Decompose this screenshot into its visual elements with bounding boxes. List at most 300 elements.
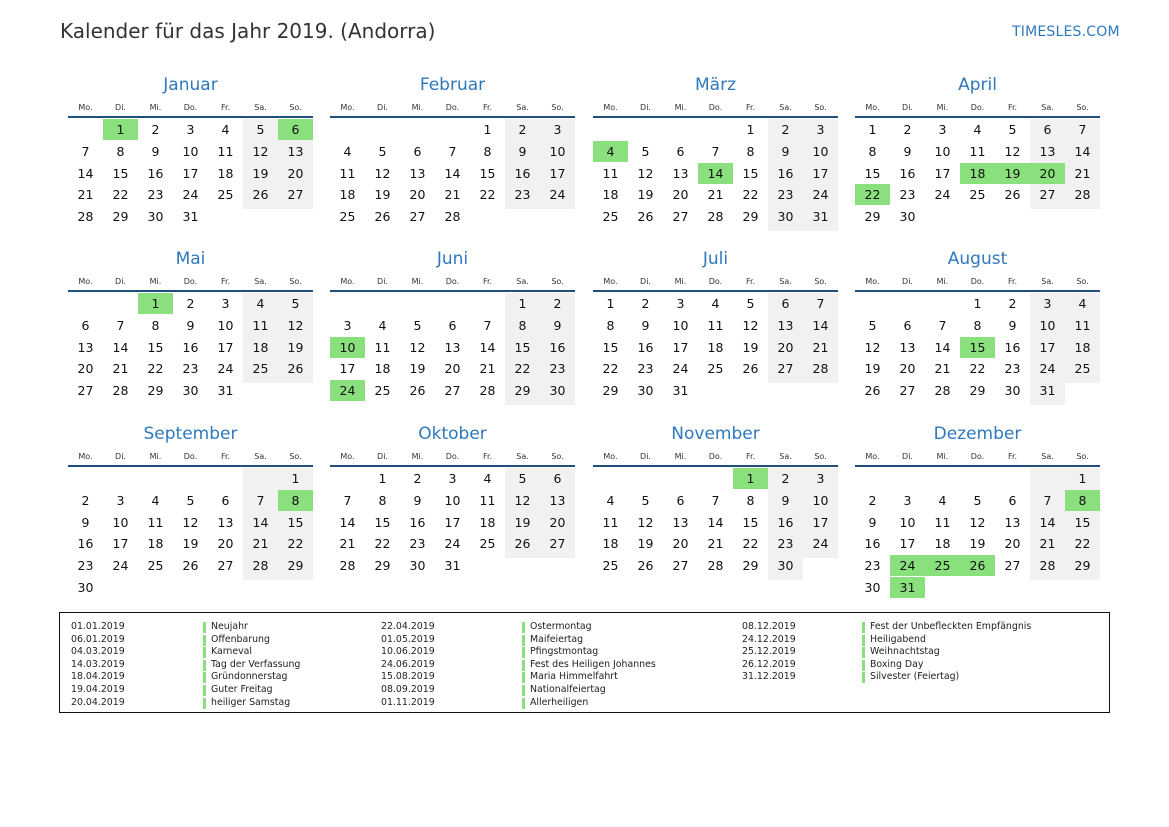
day-cell[interactable]: 4 (343, 143, 352, 159)
day-cell[interactable]: 29 (287, 558, 304, 574)
day-cell[interactable]: 31 (672, 383, 689, 399)
day-cell[interactable]: 23 (409, 536, 426, 552)
day-cell[interactable]: 13 (777, 317, 794, 333)
day-cell[interactable]: 20 (1004, 536, 1021, 552)
day-cell[interactable]: 29 (1074, 558, 1091, 574)
day-cell[interactable]: 18 (602, 187, 619, 203)
day-cell[interactable]: 19 (182, 536, 199, 552)
day-cell[interactable]: 14 (1074, 143, 1091, 159)
day-cell[interactable]: 23 (899, 187, 916, 203)
holiday-day-cell[interactable]: 25 (925, 555, 960, 576)
day-cell[interactable]: 6 (1008, 492, 1017, 508)
day-cell[interactable]: 17 (444, 514, 461, 530)
day-cell[interactable]: 16 (637, 339, 654, 355)
day-cell[interactable]: 15 (374, 514, 391, 530)
day-cell[interactable]: 20 (672, 536, 689, 552)
day-cell[interactable]: 3 (553, 122, 562, 137)
day-cell[interactable]: 2 (81, 492, 90, 508)
day-cell[interactable]: 7 (711, 143, 720, 159)
day-cell[interactable]: 18 (339, 187, 356, 203)
day-cell[interactable]: 21 (252, 536, 269, 552)
day-cell[interactable]: 28 (479, 383, 496, 399)
day-cell[interactable]: 25 (602, 209, 619, 225)
day-cell[interactable]: 29 (374, 558, 391, 574)
day-cell[interactable]: 20 (409, 187, 426, 203)
day-cell[interactable]: 3 (116, 492, 125, 508)
day-cell[interactable]: 11 (969, 143, 986, 159)
day-cell[interactable]: 1 (518, 296, 527, 311)
day-cell[interactable]: 15 (864, 165, 881, 181)
day-cell[interactable]: 22 (147, 361, 164, 377)
holiday-day-cell[interactable]: 24 (890, 555, 925, 576)
day-cell[interactable]: 11 (147, 514, 164, 530)
day-cell[interactable]: 13 (287, 143, 304, 159)
day-cell[interactable]: 16 (777, 165, 794, 181)
day-cell[interactable]: 25 (217, 187, 234, 203)
day-cell[interactable]: 23 (147, 187, 164, 203)
day-cell[interactable]: 21 (77, 187, 94, 203)
day-cell[interactable]: 6 (553, 471, 562, 486)
day-cell[interactable]: 5 (291, 296, 300, 311)
holiday-day-cell[interactable]: 1 (138, 293, 173, 314)
day-cell[interactable]: 23 (182, 361, 199, 377)
day-cell[interactable]: 15 (287, 514, 304, 530)
day-cell[interactable]: 23 (1004, 361, 1021, 377)
day-cell[interactable]: 5 (746, 296, 755, 311)
day-cell[interactable]: 6 (448, 317, 457, 333)
day-cell[interactable]: 3 (343, 317, 352, 333)
day-cell[interactable]: 18 (934, 536, 951, 552)
day-cell[interactable]: 12 (514, 492, 531, 508)
day-cell[interactable]: 18 (479, 514, 496, 530)
day-cell[interactable]: 26 (864, 383, 881, 399)
holiday-day-cell[interactable]: 26 (960, 555, 995, 576)
day-cell[interactable]: 28 (444, 209, 461, 225)
day-cell[interactable]: 2 (1008, 296, 1017, 311)
day-cell[interactable]: 20 (899, 361, 916, 377)
day-cell[interactable]: 22 (112, 187, 129, 203)
holiday-day-cell[interactable]: 15 (960, 337, 995, 358)
day-cell[interactable]: 26 (252, 187, 269, 203)
day-cell[interactable]: 31 (217, 383, 234, 399)
day-cell[interactable]: 27 (899, 383, 916, 399)
day-cell[interactable]: 14 (479, 339, 496, 355)
day-cell[interactable]: 21 (1074, 165, 1091, 181)
day-cell[interactable]: 19 (374, 187, 391, 203)
day-cell[interactable]: 25 (969, 187, 986, 203)
day-cell[interactable]: 19 (637, 187, 654, 203)
day-cell[interactable]: 15 (742, 165, 759, 181)
day-cell[interactable]: 12 (182, 514, 199, 530)
day-cell[interactable]: 12 (252, 143, 269, 159)
day-cell[interactable]: 9 (81, 514, 90, 530)
day-cell[interactable]: 29 (742, 209, 759, 225)
day-cell[interactable]: 26 (637, 209, 654, 225)
day-cell[interactable]: 19 (514, 514, 531, 530)
day-cell[interactable]: 12 (374, 165, 391, 181)
day-cell[interactable]: 9 (781, 143, 790, 159)
day-cell[interactable]: 24 (672, 361, 689, 377)
day-cell[interactable]: 13 (444, 339, 461, 355)
day-cell[interactable]: 13 (672, 165, 689, 181)
day-cell[interactable]: 14 (77, 165, 94, 181)
day-cell[interactable]: 28 (707, 558, 724, 574)
day-cell[interactable]: 2 (781, 471, 790, 486)
day-cell[interactable]: 14 (1039, 514, 1056, 530)
day-cell[interactable]: 2 (553, 296, 562, 311)
day-cell[interactable]: 26 (1004, 187, 1021, 203)
day-cell[interactable]: 9 (518, 143, 527, 159)
day-cell[interactable]: 14 (707, 514, 724, 530)
day-cell[interactable]: 22 (287, 536, 304, 552)
day-cell[interactable]: 31 (812, 209, 829, 225)
day-cell[interactable]: 27 (77, 383, 94, 399)
day-cell[interactable]: 14 (252, 514, 269, 530)
day-cell[interactable]: 24 (549, 187, 566, 203)
day-cell[interactable]: 27 (217, 558, 234, 574)
day-cell[interactable]: 18 (252, 339, 269, 355)
day-cell[interactable]: 4 (221, 122, 230, 137)
day-cell[interactable]: 28 (1039, 558, 1056, 574)
day-cell[interactable]: 2 (413, 471, 422, 486)
day-cell[interactable]: 5 (868, 317, 877, 333)
day-cell[interactable]: 30 (899, 209, 916, 225)
day-cell[interactable]: 15 (742, 514, 759, 530)
day-cell[interactable]: 2 (903, 122, 912, 137)
day-cell[interactable]: 19 (969, 536, 986, 552)
day-cell[interactable]: 7 (816, 296, 825, 311)
day-cell[interactable]: 7 (483, 317, 492, 333)
day-cell[interactable]: 10 (672, 317, 689, 333)
day-cell[interactable]: 18 (1074, 339, 1091, 355)
day-cell[interactable]: 23 (549, 361, 566, 377)
holiday-day-cell[interactable]: 10 (330, 337, 365, 358)
day-cell[interactable]: 3 (676, 296, 685, 311)
day-cell[interactable]: 30 (637, 383, 654, 399)
day-cell[interactable]: 12 (1004, 143, 1021, 159)
day-cell[interactable]: 17 (899, 536, 916, 552)
day-cell[interactable]: 16 (77, 536, 94, 552)
day-cell[interactable]: 30 (777, 558, 794, 574)
day-cell[interactable]: 30 (147, 209, 164, 225)
day-cell[interactable]: 25 (707, 361, 724, 377)
holiday-day-cell[interactable]: 8 (278, 490, 313, 511)
day-cell[interactable]: 22 (514, 361, 531, 377)
day-cell[interactable]: 25 (479, 536, 496, 552)
day-cell[interactable]: 30 (549, 383, 566, 399)
day-cell[interactable]: 20 (549, 514, 566, 530)
day-cell[interactable]: 30 (1004, 383, 1021, 399)
day-cell[interactable]: 2 (186, 296, 195, 311)
day-cell[interactable]: 21 (444, 187, 461, 203)
holiday-day-cell[interactable]: 19 (995, 163, 1030, 184)
day-cell[interactable]: 21 (707, 187, 724, 203)
day-cell[interactable]: 11 (602, 514, 619, 530)
day-cell[interactable]: 29 (112, 209, 129, 225)
day-cell[interactable]: 17 (812, 514, 829, 530)
day-cell[interactable]: 25 (252, 361, 269, 377)
day-cell[interactable]: 8 (378, 492, 387, 508)
day-cell[interactable]: 8 (151, 317, 160, 333)
day-cell[interactable]: 14 (112, 339, 129, 355)
day-cell[interactable]: 28 (934, 383, 951, 399)
day-cell[interactable]: 1 (868, 122, 877, 137)
day-cell[interactable]: 1 (1078, 471, 1087, 486)
day-cell[interactable]: 24 (812, 536, 829, 552)
day-cell[interactable]: 18 (217, 165, 234, 181)
day-cell[interactable]: 17 (812, 165, 829, 181)
day-cell[interactable]: 3 (903, 492, 912, 508)
day-cell[interactable]: 8 (973, 317, 982, 333)
day-cell[interactable]: 7 (448, 143, 457, 159)
day-cell[interactable]: 20 (77, 361, 94, 377)
holiday-day-cell[interactable]: 1 (733, 468, 768, 489)
day-cell[interactable]: 11 (217, 143, 234, 159)
day-cell[interactable]: 14 (339, 514, 356, 530)
day-cell[interactable]: 27 (1039, 187, 1056, 203)
day-cell[interactable]: 7 (1043, 492, 1052, 508)
day-cell[interactable]: 26 (742, 361, 759, 377)
day-cell[interactable]: 7 (938, 317, 947, 333)
day-cell[interactable]: 10 (899, 514, 916, 530)
day-cell[interactable]: 17 (672, 339, 689, 355)
day-cell[interactable]: 28 (339, 558, 356, 574)
day-cell[interactable]: 4 (938, 492, 947, 508)
day-cell[interactable]: 17 (217, 339, 234, 355)
day-cell[interactable]: 29 (742, 558, 759, 574)
day-cell[interactable]: 1 (483, 122, 492, 137)
day-cell[interactable]: 29 (969, 383, 986, 399)
day-cell[interactable]: 30 (77, 580, 94, 595)
day-cell[interactable]: 31 (1039, 383, 1056, 399)
day-cell[interactable]: 10 (217, 317, 234, 333)
day-cell[interactable]: 7 (116, 317, 125, 333)
day-cell[interactable]: 13 (77, 339, 94, 355)
day-cell[interactable]: 26 (514, 536, 531, 552)
day-cell[interactable]: 30 (864, 580, 881, 595)
day-cell[interactable]: 9 (781, 492, 790, 508)
day-cell[interactable]: 21 (479, 361, 496, 377)
day-cell[interactable]: 23 (77, 558, 94, 574)
day-cell[interactable]: 4 (606, 492, 615, 508)
day-cell[interactable]: 3 (1043, 296, 1052, 311)
day-cell[interactable]: 21 (934, 361, 951, 377)
day-cell[interactable]: 12 (864, 339, 881, 355)
day-cell[interactable]: 6 (676, 143, 685, 159)
day-cell[interactable]: 16 (409, 514, 426, 530)
day-cell[interactable]: 11 (374, 339, 391, 355)
day-cell[interactable]: 8 (483, 143, 492, 159)
day-cell[interactable]: 5 (641, 492, 650, 508)
day-cell[interactable]: 22 (374, 536, 391, 552)
day-cell[interactable]: 28 (812, 361, 829, 377)
day-cell[interactable]: 9 (903, 143, 912, 159)
day-cell[interactable]: 20 (672, 187, 689, 203)
holiday-day-cell[interactable]: 6 (278, 119, 313, 140)
day-cell[interactable]: 13 (409, 165, 426, 181)
day-cell[interactable]: 17 (1039, 339, 1056, 355)
day-cell[interactable]: 21 (112, 361, 129, 377)
day-cell[interactable]: 13 (899, 339, 916, 355)
day-cell[interactable]: 28 (707, 209, 724, 225)
day-cell[interactable]: 10 (112, 514, 129, 530)
day-cell[interactable]: 9 (641, 317, 650, 333)
day-cell[interactable]: 5 (641, 143, 650, 159)
day-cell[interactable]: 17 (549, 165, 566, 181)
day-cell[interactable]: 6 (903, 317, 912, 333)
day-cell[interactable]: 24 (217, 361, 234, 377)
day-cell[interactable]: 4 (973, 122, 982, 137)
day-cell[interactable]: 17 (934, 165, 951, 181)
brand-link[interactable]: TIMESLES.COM (1012, 24, 1120, 40)
day-cell[interactable]: 13 (217, 514, 234, 530)
day-cell[interactable]: 19 (287, 339, 304, 355)
day-cell[interactable]: 9 (868, 514, 877, 530)
day-cell[interactable]: 23 (637, 361, 654, 377)
day-cell[interactable]: 1 (973, 296, 982, 311)
day-cell[interactable]: 30 (182, 383, 199, 399)
day-cell[interactable]: 2 (641, 296, 650, 311)
day-cell[interactable]: 7 (711, 492, 720, 508)
day-cell[interactable]: 19 (252, 165, 269, 181)
day-cell[interactable]: 3 (816, 122, 825, 137)
holiday-day-cell[interactable]: 8 (1065, 490, 1100, 511)
day-cell[interactable]: 10 (444, 492, 461, 508)
day-cell[interactable]: 16 (182, 339, 199, 355)
day-cell[interactable]: 29 (514, 383, 531, 399)
day-cell[interactable]: 6 (781, 296, 790, 311)
day-cell[interactable]: 22 (1074, 536, 1091, 552)
day-cell[interactable]: 24 (112, 558, 129, 574)
day-cell[interactable]: 5 (186, 492, 195, 508)
day-cell[interactable]: 22 (969, 361, 986, 377)
day-cell[interactable]: 19 (742, 339, 759, 355)
day-cell[interactable]: 18 (374, 361, 391, 377)
day-cell[interactable]: 25 (374, 383, 391, 399)
day-cell[interactable]: 2 (868, 492, 877, 508)
day-cell[interactable]: 13 (672, 514, 689, 530)
day-cell[interactable]: 28 (112, 383, 129, 399)
day-cell[interactable]: 4 (378, 317, 387, 333)
day-cell[interactable]: 25 (1074, 361, 1091, 377)
day-cell[interactable]: 7 (1078, 122, 1087, 137)
day-cell[interactable]: 2 (518, 122, 527, 137)
day-cell[interactable]: 26 (287, 361, 304, 377)
day-cell[interactable]: 5 (1008, 122, 1017, 137)
day-cell[interactable]: 30 (409, 558, 426, 574)
day-cell[interactable]: 22 (479, 187, 496, 203)
day-cell[interactable]: 30 (777, 209, 794, 225)
day-cell[interactable]: 11 (707, 317, 724, 333)
day-cell[interactable]: 4 (1078, 296, 1087, 311)
day-cell[interactable]: 21 (1039, 536, 1056, 552)
day-cell[interactable]: 4 (711, 296, 720, 311)
day-cell[interactable]: 14 (812, 317, 829, 333)
day-cell[interactable]: 20 (777, 339, 794, 355)
day-cell[interactable]: 15 (479, 165, 496, 181)
day-cell[interactable]: 8 (746, 143, 755, 159)
day-cell[interactable]: 28 (77, 209, 94, 225)
day-cell[interactable]: 9 (1008, 317, 1017, 333)
day-cell[interactable]: 17 (182, 165, 199, 181)
holiday-day-cell[interactable]: 1 (103, 119, 138, 140)
day-cell[interactable]: 10 (549, 143, 566, 159)
day-cell[interactable]: 11 (1074, 317, 1091, 333)
day-cell[interactable]: 12 (742, 317, 759, 333)
day-cell[interactable]: 25 (147, 558, 164, 574)
day-cell[interactable]: 26 (182, 558, 199, 574)
day-cell[interactable]: 10 (812, 143, 829, 159)
day-cell[interactable]: 7 (81, 143, 90, 159)
day-cell[interactable]: 24 (1039, 361, 1056, 377)
day-cell[interactable]: 2 (151, 122, 160, 137)
day-cell[interactable]: 9 (186, 317, 195, 333)
day-cell[interactable]: 26 (409, 383, 426, 399)
day-cell[interactable]: 12 (637, 514, 654, 530)
day-cell[interactable]: 6 (221, 492, 230, 508)
day-cell[interactable]: 9 (553, 317, 562, 333)
day-cell[interactable]: 8 (868, 143, 877, 159)
day-cell[interactable]: 24 (182, 187, 199, 203)
day-cell[interactable]: 1 (746, 122, 755, 137)
holiday-day-cell[interactable]: 31 (890, 577, 925, 598)
day-cell[interactable]: 4 (256, 296, 265, 311)
day-cell[interactable]: 15 (147, 339, 164, 355)
day-cell[interactable]: 14 (444, 165, 461, 181)
day-cell[interactable]: 20 (217, 536, 234, 552)
day-cell[interactable]: 26 (637, 558, 654, 574)
day-cell[interactable]: 12 (409, 339, 426, 355)
day-cell[interactable]: 11 (252, 317, 269, 333)
day-cell[interactable]: 27 (549, 536, 566, 552)
holiday-day-cell[interactable]: 18 (960, 163, 995, 184)
day-cell[interactable]: 11 (479, 492, 496, 508)
day-cell[interactable]: 31 (182, 209, 199, 225)
day-cell[interactable]: 1 (291, 471, 300, 486)
day-cell[interactable]: 29 (864, 209, 881, 225)
day-cell[interactable]: 28 (1074, 187, 1091, 203)
day-cell[interactable]: 22 (742, 187, 759, 203)
day-cell[interactable]: 19 (864, 361, 881, 377)
day-cell[interactable]: 29 (147, 383, 164, 399)
day-cell[interactable]: 12 (969, 514, 986, 530)
day-cell[interactable]: 1 (378, 471, 387, 486)
day-cell[interactable]: 26 (374, 209, 391, 225)
holiday-day-cell[interactable]: 22 (855, 184, 890, 205)
day-cell[interactable]: 28 (252, 558, 269, 574)
day-cell[interactable]: 21 (339, 536, 356, 552)
day-cell[interactable]: 16 (864, 536, 881, 552)
day-cell[interactable]: 20 (444, 361, 461, 377)
day-cell[interactable]: 12 (637, 165, 654, 181)
day-cell[interactable]: 12 (287, 317, 304, 333)
day-cell[interactable]: 11 (339, 165, 356, 181)
day-cell[interactable]: 22 (602, 361, 619, 377)
holiday-day-cell[interactable]: 24 (330, 380, 365, 401)
day-cell[interactable]: 10 (812, 492, 829, 508)
day-cell[interactable]: 5 (413, 317, 422, 333)
day-cell[interactable]: 29 (602, 383, 619, 399)
day-cell[interactable]: 25 (339, 209, 356, 225)
day-cell[interactable]: 10 (182, 143, 199, 159)
day-cell[interactable]: 16 (147, 165, 164, 181)
day-cell[interactable]: 10 (1039, 317, 1056, 333)
day-cell[interactable]: 20 (287, 165, 304, 181)
day-cell[interactable]: 4 (151, 492, 160, 508)
day-cell[interactable]: 7 (343, 492, 352, 508)
day-cell[interactable]: 24 (812, 187, 829, 203)
day-cell[interactable]: 3 (938, 122, 947, 137)
